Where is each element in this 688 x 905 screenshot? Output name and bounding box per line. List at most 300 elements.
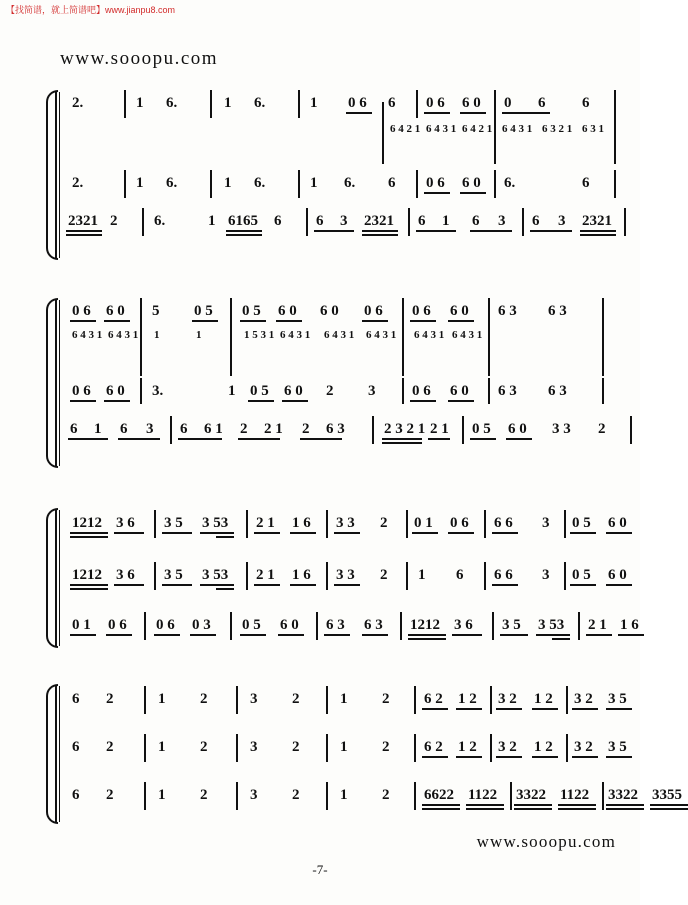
beam: [460, 112, 486, 114]
note-cell: 6 1: [204, 421, 223, 437]
note-cell: 2 1: [264, 421, 283, 437]
note-cell: 6: [72, 739, 80, 755]
note-cell: 2: [106, 787, 114, 803]
note-cell: 6 0: [508, 421, 527, 437]
note-cell: 3 2: [574, 691, 593, 707]
note-cell: 1: [136, 175, 144, 191]
beam: [428, 438, 450, 440]
note-cell: 6 3: [498, 383, 517, 399]
site-url-bottom: www.sooopu.com: [476, 832, 616, 851]
note-cell: 1: [158, 691, 166, 707]
beam: [362, 234, 398, 236]
s1-line2: [58, 123, 604, 170]
note-cell: 1: [158, 787, 166, 803]
beam: [362, 230, 398, 232]
note-cell: 1: [442, 213, 450, 229]
barline: [210, 90, 212, 118]
note-cell: 6 3: [548, 303, 567, 319]
beam: [606, 532, 632, 534]
chord-stack: [582, 124, 604, 136]
note-cell: 3 3: [336, 567, 355, 583]
note-cell: 6: [582, 95, 590, 111]
beam: [226, 230, 262, 232]
note-cell: 2321: [364, 213, 394, 229]
barline: [326, 782, 328, 810]
note-cell: 0 6: [412, 303, 431, 319]
note-cell: 2: [598, 421, 606, 437]
note-cell: 0 3: [192, 617, 211, 633]
beam: [606, 804, 644, 806]
beam: [104, 320, 130, 322]
note-cell: 1: [208, 213, 216, 229]
beam: [290, 584, 316, 586]
s4-line1: [58, 684, 627, 732]
barline: [210, 170, 212, 198]
note-cell: 6 3: [326, 617, 345, 633]
s3-line3: [58, 610, 639, 654]
beam: [422, 804, 460, 806]
note-cell: 0 5: [572, 515, 591, 531]
beam: [552, 638, 570, 640]
note-cell: 3 53: [202, 567, 229, 583]
note-cell: 6 0: [284, 383, 303, 399]
note-cell: 3: [250, 787, 258, 803]
note-cell: 6 0: [450, 383, 469, 399]
note-cell: 0 6: [72, 303, 91, 319]
chord-stack: [390, 124, 420, 136]
note-cell: 6.: [166, 175, 178, 191]
barline: [564, 562, 566, 590]
note-cell: 1122: [468, 787, 498, 803]
beam: [496, 708, 522, 710]
note-cell: 0 5: [472, 421, 491, 437]
beam: [300, 438, 342, 440]
beam: [278, 634, 304, 636]
chord-stack-text: 6 4 3 1: [324, 329, 355, 341]
note-cell: 2 3 2 1: [384, 421, 426, 437]
note-cell: 3: [558, 213, 566, 229]
note-cell: 6 0: [320, 303, 339, 319]
note-cell: 1: [224, 95, 232, 111]
beam: [606, 756, 632, 758]
note-cell: 3 2: [498, 739, 517, 755]
chord-stack: [414, 330, 444, 342]
chord-stack: [196, 330, 202, 342]
note-cell: 6 0: [106, 383, 125, 399]
beam: [558, 808, 596, 810]
system-1: [58, 90, 612, 260]
beam: [618, 634, 644, 636]
note-cell: 6 0: [608, 567, 627, 583]
barline: [566, 734, 568, 762]
chord-stack: [366, 330, 396, 342]
note-cell: 1 6: [292, 567, 311, 583]
note-cell: 6 0: [280, 617, 299, 633]
note-cell: 0 6: [348, 95, 367, 111]
note-cell: 3: [542, 567, 550, 583]
note-cell: 0 5: [250, 383, 269, 399]
barline: [230, 612, 232, 640]
note-cell: 2: [106, 691, 114, 707]
note-cell: 0 5: [242, 303, 261, 319]
barline: [614, 170, 616, 198]
note-cell: 1212: [72, 515, 102, 531]
note-cell: 0 6: [412, 383, 431, 399]
beam: [496, 756, 522, 758]
note-cell: 6.: [344, 175, 356, 191]
note-cell: 6: [472, 213, 480, 229]
barline: [154, 510, 156, 538]
beam: [154, 634, 180, 636]
note-cell: 2 1: [256, 567, 275, 583]
note-cell: 6: [316, 213, 324, 229]
note-cell: 2321: [68, 213, 98, 229]
beam: [606, 808, 644, 810]
note-cell: 1: [228, 383, 236, 399]
note-cell: 1212: [410, 617, 440, 633]
note-cell: 3322: [516, 787, 546, 803]
note-cell: 2: [200, 739, 208, 755]
beam: [650, 808, 688, 810]
barline: [140, 378, 142, 404]
barline: [630, 416, 632, 444]
beam: [70, 588, 108, 590]
chord-stack: [462, 124, 492, 136]
chord-stack-text: 6 4 2 1: [462, 123, 493, 135]
note-cell: 3 6: [116, 567, 135, 583]
note-cell: 6: [72, 787, 80, 803]
beam: [324, 634, 350, 636]
beam: [492, 584, 518, 586]
beam: [558, 804, 596, 806]
beam: [536, 634, 570, 636]
note-cell: 5: [152, 303, 160, 319]
beam: [334, 584, 360, 586]
note-cell: 3 5: [608, 691, 627, 707]
beam: [492, 532, 518, 534]
barline: [462, 416, 464, 444]
chord-stack-text: 6 4 3 1: [414, 329, 445, 341]
note-cell: 2 1: [256, 515, 275, 531]
note-cell: 6.: [166, 95, 178, 111]
beam: [254, 532, 280, 534]
note-cell: 3355: [652, 787, 682, 803]
chord-stack-text: 6 4 3 1: [280, 329, 311, 341]
beam: [248, 400, 274, 402]
barline: [602, 782, 604, 810]
beam: [282, 400, 308, 402]
note-cell: 2: [106, 739, 114, 755]
chord-stack-text: 6 4 2 1: [390, 123, 421, 135]
note-cell: 2: [292, 739, 300, 755]
barline: [564, 510, 566, 538]
barline: [124, 170, 126, 198]
barline: [326, 510, 328, 538]
note-cell: 1: [158, 739, 166, 755]
note-cell: 1: [224, 175, 232, 191]
beam: [580, 230, 616, 232]
barline: [382, 102, 384, 164]
barline: [488, 314, 490, 376]
beam: [240, 634, 266, 636]
beam: [118, 438, 160, 440]
beam: [162, 532, 192, 534]
note-cell: 0 5: [242, 617, 261, 633]
barline: [484, 562, 486, 590]
beam: [572, 756, 598, 758]
barline: [494, 170, 496, 198]
beam: [190, 634, 216, 636]
note-cell: 3 5: [164, 515, 183, 531]
barline: [566, 686, 568, 714]
barline: [124, 90, 126, 118]
barline: [490, 734, 492, 762]
note-cell: 2.: [72, 95, 84, 111]
barline: [408, 208, 410, 236]
chord-stack: [154, 330, 160, 342]
barline: [326, 686, 328, 714]
note-cell: 1: [340, 739, 348, 755]
beam: [114, 584, 144, 586]
beam: [580, 234, 616, 236]
note-cell: 6.: [254, 95, 266, 111]
barline: [494, 102, 496, 164]
page-number: -7-: [312, 862, 328, 877]
barline: [578, 612, 580, 640]
note-cell: 3 5: [608, 739, 627, 755]
site-url-top: www.sooopu.com: [60, 48, 219, 69]
beam: [66, 230, 102, 232]
barline: [246, 562, 248, 590]
barline: [490, 686, 492, 714]
note-cell: 6: [388, 175, 396, 191]
barline: [170, 416, 172, 444]
s3-line2: [58, 560, 627, 610]
s2-line2: [58, 330, 598, 378]
chord-stack-text: 1: [196, 329, 202, 341]
note-cell: 1: [418, 567, 426, 583]
note-cell: 6: [456, 567, 464, 583]
beam: [216, 588, 234, 590]
beam: [216, 536, 234, 538]
note-cell: 6.: [504, 175, 516, 191]
note-cell: 3 3: [552, 421, 571, 437]
note-cell: 3: [498, 213, 506, 229]
barline: [236, 782, 238, 810]
beam: [334, 532, 360, 534]
beam: [314, 230, 354, 232]
note-cell: 3 6: [116, 515, 135, 531]
note-cell: 1: [136, 95, 144, 111]
barline: [298, 90, 300, 118]
note-cell: 6 6: [494, 567, 513, 583]
beam: [66, 234, 102, 236]
note-cell: 3.: [152, 383, 164, 399]
note-cell: 3 53: [202, 515, 229, 531]
barline: [414, 782, 416, 810]
beam: [466, 804, 504, 806]
beam: [410, 400, 436, 402]
system-2: [58, 298, 606, 468]
chord-stack: [502, 124, 532, 136]
beam: [70, 400, 96, 402]
note-cell: 3 5: [502, 617, 521, 633]
beam: [362, 320, 388, 322]
note-cell: 0 1: [414, 515, 433, 531]
beam: [650, 804, 688, 806]
beam: [456, 756, 482, 758]
barline: [402, 378, 404, 404]
note-cell: 3: [250, 691, 258, 707]
note-cell: 6 2: [424, 739, 443, 755]
note-cell: 0 6: [426, 95, 445, 111]
note-cell: 6: [532, 213, 540, 229]
note-cell: 2: [200, 691, 208, 707]
note-cell: 2 1: [430, 421, 449, 437]
beam: [466, 808, 504, 810]
note-cell: 6 0: [462, 95, 481, 111]
beam: [68, 438, 108, 440]
note-cell: 6 3: [548, 383, 567, 399]
note-cell: 6: [120, 421, 128, 437]
note-cell: 0: [504, 95, 512, 111]
system-4: [58, 684, 682, 824]
beam: [514, 804, 552, 806]
barline: [144, 734, 146, 762]
note-cell: 6 3: [498, 303, 517, 319]
barline: [402, 314, 404, 376]
beam: [460, 192, 486, 194]
beam: [470, 438, 496, 440]
note-cell: 6: [72, 691, 80, 707]
s4-line3: [58, 780, 682, 824]
barline: [142, 208, 144, 236]
chord-stack-text: 6 3 2 1: [542, 123, 573, 135]
beam: [424, 112, 450, 114]
beam: [408, 638, 446, 640]
barline: [488, 378, 490, 404]
beam: [70, 584, 108, 586]
s1-line4: [58, 206, 612, 246]
note-cell: 2321: [582, 213, 612, 229]
chord-stack-text: 1 5 3 1: [244, 329, 275, 341]
beam: [422, 708, 448, 710]
note-cell: 1: [310, 175, 318, 191]
note-cell: 1122: [560, 787, 590, 803]
chord-stack-text: 6 4 3 1: [366, 329, 397, 341]
barline: [510, 782, 512, 810]
note-cell: 3 2: [574, 739, 593, 755]
barline: [144, 782, 146, 810]
chord-stack: [324, 330, 354, 342]
beam: [70, 536, 108, 538]
barline: [522, 208, 524, 236]
beam: [70, 532, 108, 534]
note-cell: 6 3: [364, 617, 383, 633]
note-cell: 2: [382, 739, 390, 755]
beam: [70, 320, 96, 322]
note-cell: 1 2: [458, 691, 477, 707]
beam: [226, 234, 262, 236]
barline: [326, 562, 328, 590]
beam: [200, 532, 234, 534]
note-cell: 6165: [228, 213, 258, 229]
chord-stack-text: 6 4 3 1: [426, 123, 457, 135]
note-cell: 0 6: [108, 617, 127, 633]
note-cell: 1: [310, 95, 318, 111]
beam: [106, 634, 132, 636]
note-cell: 2: [380, 515, 388, 531]
beam: [500, 634, 528, 636]
note-cell: 2: [380, 567, 388, 583]
note-cell: 1: [340, 691, 348, 707]
note-cell: 3: [542, 515, 550, 531]
beam: [362, 634, 388, 636]
beam: [382, 442, 422, 444]
note-cell: 2: [382, 787, 390, 803]
barline: [400, 612, 402, 640]
note-cell: 6.: [154, 213, 166, 229]
beam: [290, 532, 316, 534]
beam: [240, 320, 266, 322]
chord-stack: [426, 124, 456, 136]
s2-line1: [58, 298, 598, 330]
barline: [416, 170, 418, 198]
beam: [408, 634, 446, 636]
chord-stack: [280, 330, 310, 342]
note-cell: 6 0: [608, 515, 627, 531]
note-cell: 6: [70, 421, 78, 437]
chord-stack-text: 6 4 3 1: [72, 329, 103, 341]
beam: [162, 584, 192, 586]
barline: [236, 686, 238, 714]
beam: [238, 438, 280, 440]
s4-line2: [58, 732, 627, 780]
note-cell: 1 6: [620, 617, 639, 633]
barline: [614, 102, 616, 164]
note-cell: 3 6: [454, 617, 473, 633]
note-cell: 2: [382, 691, 390, 707]
chord-stack-text: 6 4 3 1: [108, 329, 139, 341]
beam: [532, 756, 558, 758]
beam: [422, 808, 460, 810]
chord-stack-text: 6 4 3 1: [452, 329, 483, 341]
beam: [502, 112, 550, 114]
note-cell: 6: [582, 175, 590, 191]
chord-stack: [542, 124, 572, 136]
note-cell: 0 5: [572, 567, 591, 583]
note-cell: 0 6: [156, 617, 175, 633]
beam: [606, 708, 632, 710]
beam: [572, 708, 598, 710]
note-cell: 2: [302, 421, 310, 437]
note-cell: 0 6: [72, 383, 91, 399]
note-cell: 6: [538, 95, 546, 111]
barline: [372, 416, 374, 444]
note-cell: 3: [340, 213, 348, 229]
note-cell: 0 1: [72, 617, 91, 633]
beam: [448, 320, 474, 322]
note-cell: 2: [110, 213, 118, 229]
beam: [456, 708, 482, 710]
chord-stack: [452, 330, 482, 342]
note-cell: 6: [274, 213, 282, 229]
beam: [276, 320, 302, 322]
beam: [412, 532, 438, 534]
beam: [382, 438, 422, 440]
note-cell: 3 5: [164, 567, 183, 583]
beam: [254, 584, 280, 586]
